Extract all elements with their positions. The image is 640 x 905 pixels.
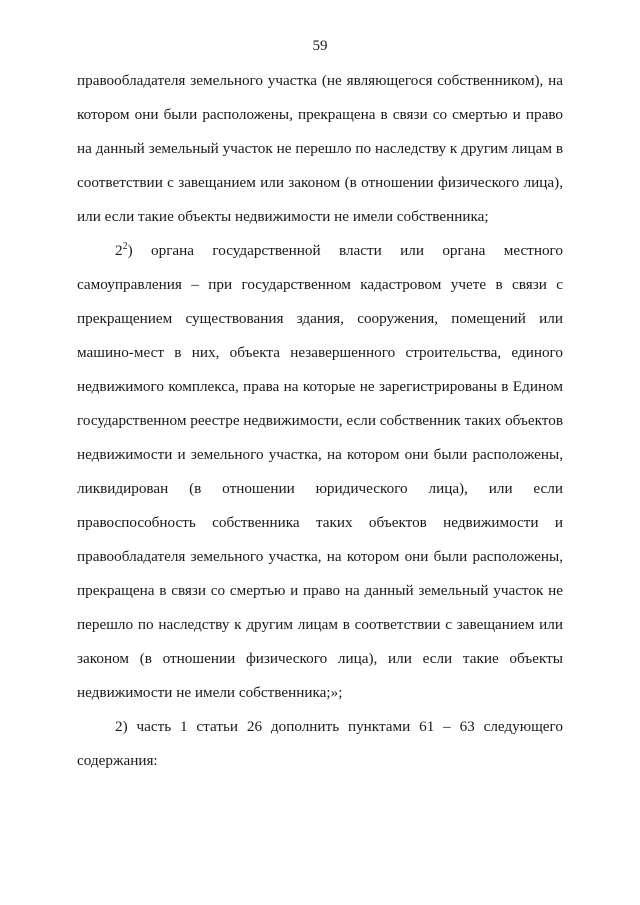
paragraph-item-2-2 — [77, 234, 563, 710]
item-superscript: 2 — [122, 241, 128, 252]
page-number: 59 — [312, 38, 328, 54]
item-number: 2 — [115, 242, 123, 259]
item-text: ) органа государственной власти или органа местного самоуправления – при государственном кадастровом учете в связи с прекращением существования здания, сооружения, помещений или машино-мест в них, объекта незавершенного строительства, единого недвижимого комплекса, права на которые не зарегистрированы в Едином государственном реестре недвижимости, если собственник таких объектов недвижимости и земельного участка, на котором они были расположены, ликвидирован (в отношении юридического лица), или если правоспособность собственника таких объектов недвижимости и правообладателя земельного участка, на котором они были расположены, прекращена в связи со смертью и право на данный земельный участок не перешло по наследству к другим лицам в соответствии с завещанием или законом (в отношении физического лица), или если такие объекты недвижимости не имели собственника;»; — [77, 242, 563, 701]
paragraph-item-2: 2) часть 1 статьи 26 дополнить пунктами 61 – 63 следующего содержания: — [77, 718, 563, 769]
document-body — [77, 64, 563, 778]
paragraph-continuation: правообладателя земельного участка (не являющегося собственником), на котором они были расположены, прекращена в связи со смертью и право на данный земельный участок не перешло по наследству к другим лицам в соответствии с завещанием или законом (в отношении физического лица), или если такие объекты недвижимости не имели собственника; — [77, 72, 563, 225]
